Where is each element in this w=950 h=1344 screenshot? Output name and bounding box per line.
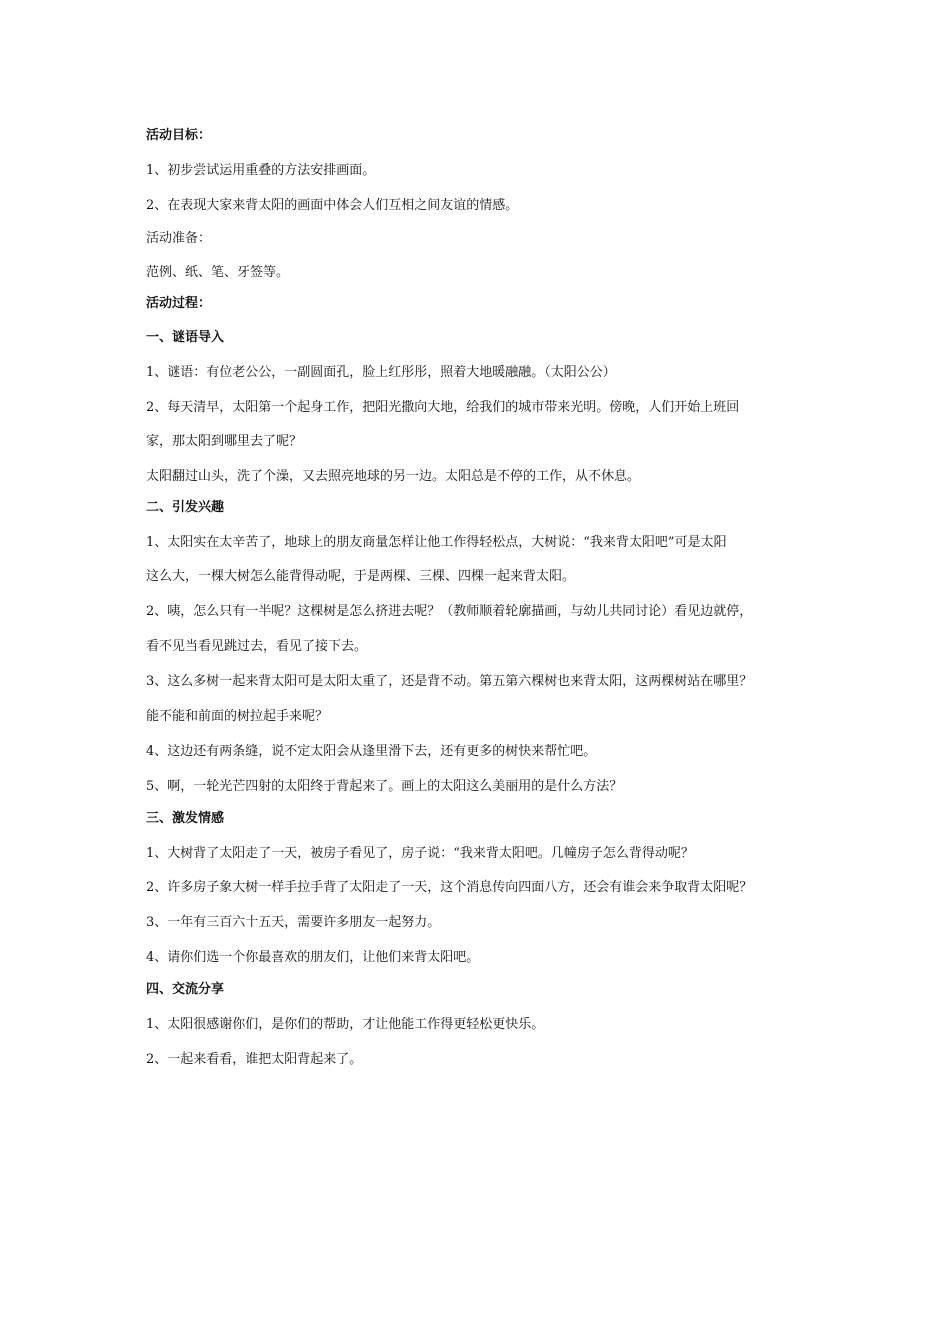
paragraph: 3、一年有三百六十五天，需要许多朋友一起努力。 [146, 915, 441, 930]
paragraph: 1、太阳很感谢你们，是你们的帮助，才让他能工作得更轻松更快乐。 [146, 1017, 545, 1032]
process-heading: 活动过程： [146, 296, 212, 311]
paragraph: 1、初步尝试运用重叠的方法安排画面。 [146, 163, 376, 178]
paragraph: 1、大树背了太阳走了一天，被房子看见了，房子说：“我来背太阳吧。几幢房子怎么背得动呢？ [146, 846, 694, 861]
goal-heading: 活动目标： [146, 128, 212, 143]
paragraph: 2、许多房子象大树一样手拉手背了太阳走了一天，这个消息传向四面八方，还会有谁会来争取背太阳呢？ [146, 880, 753, 895]
paragraph: 3、这么多树一起来背太阳可是太阳太重了，还是背不动。第五第六棵树也来背太阳，这两棵树站在哪里？ [146, 674, 753, 689]
paragraph: 太阳翻过山头，洗了个澡，又去照亮地球的另一边。太阳总是不停的工作，从不休息。 [146, 469, 641, 484]
paragraph: 2、一起来看看，谁把太阳背起来了。 [146, 1052, 363, 1067]
section-heading: 一、谜语导入 [146, 330, 225, 345]
section-heading: 四、交流分享 [146, 982, 225, 997]
paragraph: 4、这边还有两条缝，说不定太阳会从逢里滑下去，还有更多的树快来帮忙吧。 [146, 744, 597, 759]
section-heading: 二、引发兴趣 [146, 500, 225, 515]
paragraph: 1、谜语：有位老公公，一副圆面孔，脸上红彤彤，照着大地暖融融。（太阳公公） [146, 365, 616, 380]
paragraph: 能不能和前面的树拉起手来呢？ [146, 709, 329, 724]
paragraph: 2、在表现大家来背太阳的画面中体会人们互相之间友谊的情感。 [146, 198, 519, 213]
prep-heading: 活动准备： [146, 231, 212, 246]
section-heading: 三、激发情感 [146, 811, 225, 826]
paragraph: 5、啊，一轮光芒四射的太阳终于背起来了。画上的太阳这么美丽用的是什么方法？ [146, 779, 623, 794]
paragraph: 4、请你们选一个你最喜欢的朋友们，让他们来背太阳吧。 [146, 950, 480, 965]
paragraph: 家，那太阳到哪里去了呢？ [146, 434, 303, 449]
paragraph: 1、太阳实在太辛苦了，地球上的朋友商量怎样让他工作得轻松点，大树说：“我来背太阳吧”可是太阳 [146, 535, 727, 550]
paragraph: 2、咦，怎么只有一半呢？这棵树是怎么挤进去呢？（教师顺着轮廓描画，与幼儿共同讨论）看见边就停， [146, 604, 753, 619]
paragraph: 看不见当看见跳过去，看见了接下去。 [146, 639, 368, 654]
paragraph: 这么大，一棵大树怎么能背得动呢，于是两棵、三棵、四棵一起来背太阳。 [146, 569, 576, 584]
paragraph: 范例、纸、笔、牙签等。 [146, 265, 290, 280]
paragraph: 2、每天清早，太阳第一个起身工作，把阳光撒向大地，给我们的城市带来光明。傍晚，人们开始上班回 [146, 400, 740, 415]
